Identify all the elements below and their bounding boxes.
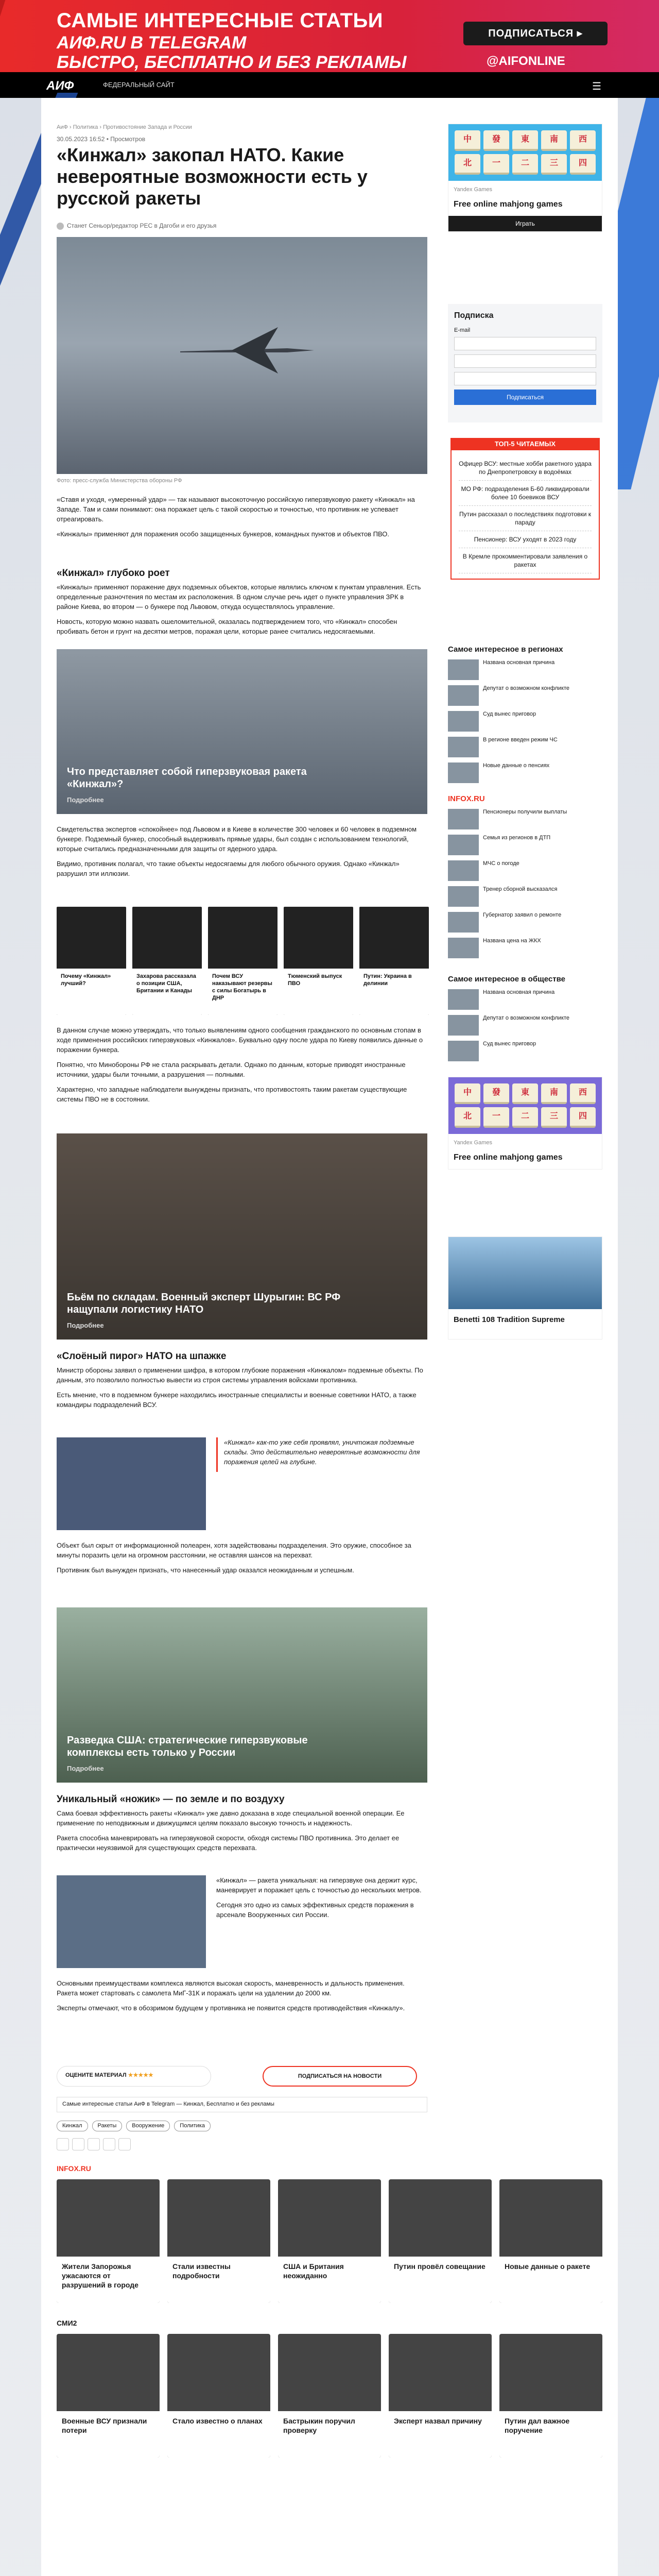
paragraph: «Ставя и уходя, «умеренный удар» — так называют высокоточную российскую гиперзвуковую ракету «Кинжал» на Западе. Там и сами понимают: она поражает цель с такой скоростью и точностью, что противник не успевает отреагировать.: [57, 496, 415, 523]
side-news-row[interactable]: [448, 737, 602, 759]
side-news-title[interactable]: Депутат о возможном конфликте: [483, 685, 570, 691]
video-card-title[interactable]: Тюменский выпуск ПВО: [284, 969, 353, 1015]
share-icon[interactable]: [72, 2138, 84, 2150]
infox-tile-title[interactable]: Новые данные о ракете: [499, 2257, 602, 2303]
region-select[interactable]: [454, 354, 596, 368]
side-news-row[interactable]: [448, 1015, 602, 1038]
thumb: [448, 659, 479, 680]
video-card[interactable]: [359, 907, 429, 1015]
topic-select[interactable]: [454, 372, 596, 385]
paragraph: Министр обороны заявил о применении шифра, в котором глубокие поражения «Кинжалом» подземные объекты. По данным, это позволило полностью вывести из строя системы управления войсками противника.: [57, 1366, 423, 1384]
smi2-tile[interactable]: [57, 2334, 160, 2458]
paragraph: Противник был вынужден признать, что нанесенный удар оказался неожиданным и успешным.: [57, 1566, 354, 1574]
ad-source: Yandex Games: [454, 187, 493, 193]
paragraph: Новость, которую можно назвать ошеломительной, оказалась подтверждением того, что «Кинжал» способен пробивать бетон и грунт на десятки метров, поражая цели, которые ранее считались недосягаемыми.: [57, 618, 397, 635]
thumb: [448, 835, 479, 855]
site-logo[interactable]: АИФ: [46, 79, 74, 93]
paragraph: «Кинжалы» применяют для поражения особо защищенных бункеров, командных пунктов и объектов ПВО.: [57, 530, 389, 538]
side-news-row[interactable]: [448, 835, 602, 857]
article-meta: 30.05.2023 16:52 • Просмотров: [57, 135, 146, 143]
top5-item[interactable]: Пенсионер: ВСУ уходят в 2023 году: [459, 531, 592, 548]
share-icon[interactable]: [118, 2138, 131, 2150]
related-more-link[interactable]: Подробнее: [67, 1321, 104, 1329]
top5-item[interactable]: Офицер ВСУ: местные хобби ракетного удара по Днепропетровску в водоёмах: [459, 455, 592, 481]
subscribe-news-button[interactable]: ПОДПИСАТЬСЯ НА НОВОСТИ: [263, 2066, 417, 2087]
paragraph: Эксперты отмечают, что в обозримом будущем у противника не появится средств противодействия «Кинжалу».: [57, 2004, 405, 2012]
ad-block-mahjong[interactable]: [448, 124, 602, 232]
top5-item[interactable]: МО РФ: подразделения Б-60 ликвидировали более 10 боевиков ВСУ: [459, 481, 592, 506]
paragraph: В данном случае можно утверждать, что только выявлениям одного сообщения гражданского по основным стопам в ходе применения российских гиперзвуковых «Кинжалов». Буквально одну после удара по Киеву появились данные о поражении бункера.: [57, 1026, 423, 1054]
ad-source: Yandex Games: [454, 1140, 493, 1146]
paragraph: Объект был скрыт от информационной полеарен, хотя задействованы подразделения. Это оружие, способное за минуты поразить цели на огромном расстоянии, не оставляя шансов на перехват.: [57, 1541, 411, 1559]
infox-tile-title[interactable]: Стали известны подробности: [167, 2257, 270, 2303]
ad-title[interactable]: Free online mahjong games: [454, 200, 563, 209]
promo-line1: САМЫЕ ИНТЕРЕСНЫЕ СТАТЬИ: [57, 9, 384, 32]
infox-label[interactable]: INFOX.RU: [57, 2164, 91, 2173]
section-heading: Уникальный «ножик» — по земле и по воздуху: [57, 1794, 285, 1805]
side-news-title[interactable]: Суд вынес приговор: [483, 1041, 536, 1047]
section-heading: «Слоёный пирог» НАТО на шпажке: [57, 1351, 227, 1362]
telegram-promo-banner[interactable]: [0, 0, 659, 72]
smi2-tile-title[interactable]: Эксперт назвал причину: [389, 2411, 492, 2458]
tag[interactable]: Ракеты: [92, 2121, 123, 2131]
infox-tile[interactable]: [278, 2179, 381, 2303]
video-card[interactable]: [132, 907, 202, 1015]
related-title[interactable]: Что представляет собой гиперзвуковая ракета «Кинжал»?: [67, 766, 307, 790]
society-heading: Самое интересное в обществе: [448, 975, 565, 984]
side-news-row[interactable]: [448, 860, 602, 883]
smi2-tile[interactable]: [389, 2334, 492, 2458]
tag[interactable]: Вооружение: [126, 2121, 170, 2131]
hero-caption: Фото: пресс-служба Министерства обороны РФ: [57, 478, 182, 484]
menu-icon[interactable]: ☰: [592, 81, 601, 92]
side-news-title[interactable]: Суд вынес приговор: [483, 711, 536, 717]
quote-block: [216, 1437, 427, 1472]
related-more-link[interactable]: Подробнее: [67, 1764, 104, 1772]
smi2-tile[interactable]: [167, 2334, 270, 2458]
thumb: [448, 1015, 479, 1036]
side-news-row[interactable]: [448, 762, 602, 785]
side-news-title[interactable]: Тренер сборной высказался: [483, 886, 558, 892]
side-news-title[interactable]: Семья из регионов в ДТП: [483, 835, 551, 841]
rating-label: ОЦЕНИТЕ МАТЕРИАЛ: [65, 2072, 127, 2078]
section-heading: «Кинжал» глубоко роет: [57, 568, 170, 579]
thumb: [448, 938, 479, 958]
article-section: [57, 1978, 427, 2018]
paragraph: Сегодня это одно из самых эффективных средств поражения в арсенале Вооруженных сил России.: [216, 1901, 414, 1919]
thumb: [448, 912, 479, 933]
paragraph: Видимо, противник полагал, что такие объекты недосягаемы для любого обычного оружия. Однако «Кинжал» разрушил эти иллюзии.: [57, 860, 400, 877]
side-news-row[interactable]: [448, 711, 602, 734]
paragraph: Есть мнение, что в подземном бункере находились иностранные специалисты и военные советники НАТО, а также командиры подразделений ВСУ.: [57, 1391, 417, 1409]
site-label[interactable]: ФЕДЕРАЛЬНЫЙ САЙТ: [103, 81, 175, 89]
side-news-title[interactable]: Пенсионеры получили выплаты: [483, 809, 567, 815]
share-bar: [57, 2138, 427, 2154]
side-news-row[interactable]: [448, 1041, 602, 1063]
side-news-title[interactable]: В регионе введен режим ЧС: [483, 737, 558, 743]
form-submit-button[interactable]: Подписаться: [454, 389, 596, 405]
tag-list: [57, 2120, 427, 2131]
article-section: [57, 1365, 427, 1415]
smi2-tile[interactable]: [278, 2334, 381, 2458]
top5-heading: ТОП-5 ЧИТАЕМЫХ: [450, 438, 600, 450]
top5-item[interactable]: Путин рассказал о последствиях подготовки к параду: [459, 506, 592, 531]
related-photo-card[interactable]: [57, 1607, 427, 1783]
ad-block-yacht[interactable]: [448, 1236, 602, 1340]
regions-heading: Самое интересное в регионах: [448, 645, 563, 654]
side-news-row[interactable]: [448, 886, 602, 909]
thumb: [448, 886, 479, 907]
paragraph: Сама боевая эффективность ракеты «Кинжал» уже давно доказана в ходе специальной военной операции. Ее применение по неподвижным и движущимся целям показало высокую точность и надежность.: [57, 1809, 405, 1827]
smi2-tile[interactable]: [499, 2334, 602, 2458]
article-section: [57, 1025, 427, 1109]
tag[interactable]: Кинжал: [57, 2121, 88, 2131]
smi2-label[interactable]: СМИ2: [57, 2319, 77, 2327]
side-news-row[interactable]: [448, 989, 602, 1012]
video-card[interactable]: [284, 907, 353, 1015]
side-news-title[interactable]: Названа основная причина: [483, 659, 555, 666]
side-news-title[interactable]: Названа цена на ЖКХ: [483, 938, 541, 944]
hero-image: [57, 237, 427, 474]
related-more-link[interactable]: Подробнее: [67, 795, 104, 804]
email-field[interactable]: [454, 337, 596, 350]
mahjong-tiles: 中 發 東 南 西 北 一 二 三 四: [448, 124, 602, 181]
article-section: [216, 1875, 427, 1925]
paragraph: «Кинжал» — ракета уникальная: на гиперзвуке она держит курс, маневрирует и поражает цель с точностью до нескольких метров.: [216, 1876, 422, 1894]
side-news-row[interactable]: [448, 912, 602, 935]
subscribe-form: [448, 304, 602, 422]
paragraph: Характерно, что западные наблюдатели вынуждены признать, что противостоять таким ракетам существующие системы ПВО не в состоянии.: [57, 1086, 407, 1103]
promo-line2: АИФ.RU В TELEGRAM: [57, 33, 247, 53]
quote-photo: [57, 1437, 206, 1530]
paragraph: Понятно, что Минобороны РФ не стала раскрывать детали. Однако по данным, которые приводят иностранные источники, удары были точными, а разрушения — полными.: [57, 1061, 406, 1078]
infox-tile-title[interactable]: Жители Запорожья ужасаются от разрушений в городе: [57, 2257, 160, 2303]
smi2-tile-title[interactable]: Бастрыкин поручил проверку: [278, 2411, 381, 2458]
rating-bar: [57, 2066, 427, 2092]
infox-tile-title[interactable]: США и Британия неожиданно: [278, 2257, 381, 2303]
side-news-row[interactable]: [448, 809, 602, 832]
infox-side-label[interactable]: INFOX.RU: [448, 794, 485, 803]
yacht-image: [448, 1237, 602, 1309]
smi2-tile-title[interactable]: Военные ВСУ признали потери: [57, 2411, 160, 2458]
page-title: «Кинжал» закопал НАТО. Какие невероятные возможности есть у русской ракеты: [57, 144, 368, 209]
top5-item[interactable]: В Кремле прокомментировали заявления о ракетах: [459, 548, 592, 573]
thumb: [448, 737, 479, 757]
video-card[interactable]: [208, 907, 278, 1015]
article-lead: [57, 495, 427, 544]
infox-tile[interactable]: [57, 2179, 160, 2303]
paragraph: «Кинжалы» применяют поражение двух подземных объектов, которые являлись ключом к пунктам управления. Есть определенные разночтения по местам их расположения. В одном случае речь идет о пункте управления ЗРК в районе Киева, во втором — о бункере под Львовом, откуда осуществлялось управление.: [57, 583, 421, 611]
article-section: [57, 1808, 427, 1858]
thumb: [448, 809, 479, 829]
article-section: [57, 582, 427, 641]
inline-photo[interactable]: [57, 1875, 206, 1968]
video-card-title[interactable]: Захарова рассказала о позиции США, Британии и Канады: [132, 969, 202, 1015]
infox-tile[interactable]: [389, 2179, 492, 2303]
side-news-row[interactable]: [448, 659, 602, 682]
rating-widget[interactable]: [57, 2066, 211, 2087]
video-card-title[interactable]: Почему «Кинжал» лучший?: [57, 969, 126, 1015]
smi2-tile-title[interactable]: Путин дал важное поручение: [499, 2411, 602, 2458]
smi2-tile-title[interactable]: Стало известно о планах: [167, 2411, 270, 2458]
thumb: [448, 762, 479, 783]
infox-tile[interactable]: [167, 2179, 270, 2303]
share-icon[interactable]: [88, 2138, 100, 2150]
paragraph: Основными преимуществами комплекса являются высокая скорость, маневренность и дальность применения. Ракета может стартовать с самолета МиГ-31К и поражать цели на удалении до 2000 км.: [57, 1979, 405, 1997]
side-news-row[interactable]: [448, 685, 602, 708]
share-icon[interactable]: [57, 2138, 69, 2150]
side-news-title[interactable]: Новые данные о пенсиях: [483, 762, 550, 769]
telegram-subscribe-line[interactable]: Самые интересные статьи АиФ в Telegram — Кинжал, Бесплатно и без рекламы: [57, 2097, 427, 2112]
thumb: [448, 989, 479, 1010]
related-title[interactable]: Бьём по складам. Военный эксперт Шурыгин: ВС РФ нащупали логистику НАТО: [67, 1292, 341, 1315]
promo-subscribe-button[interactable]: ПОДПИСАТЬСЯ ▸: [463, 22, 608, 45]
side-news-row[interactable]: [448, 938, 602, 960]
video-card-title[interactable]: Путин: Украина в делинии: [359, 969, 429, 1015]
paragraph: Свидетельства экспертов «спокойнее» под Львовом и в Киеве в количестве 300 человек и 60 человек в подземном бункере. Подземный бункер, способный выдерживать прямые удары, был создан с использованием технологий, которые считались предназначенными для защиты от ядерного удара.: [57, 825, 417, 853]
promo-decor: [0, 0, 66, 72]
side-news-title[interactable]: Названа основная причина: [483, 989, 555, 995]
form-label: E-mail: [454, 327, 471, 334]
promo-handle[interactable]: @AIFONLINE: [487, 54, 565, 68]
form-heading: Подписка: [454, 311, 494, 320]
related-title[interactable]: Разведка США: стратегические гиперзвуковые комплексы есть только у России: [67, 1735, 308, 1758]
related-photo-card[interactable]: [57, 649, 427, 814]
side-news-title[interactable]: Депутат о возможном конфликте: [483, 1015, 570, 1021]
infox-tile[interactable]: [499, 2179, 602, 2303]
top5-widget: [450, 438, 600, 580]
rating-stars[interactable]: ★★★★★: [128, 2072, 153, 2078]
article-author: [57, 222, 216, 230]
quote-text: «Кинжал» как-то уже себя проявлял, уничтожая подземные склады. Это действительно невероятные возможности для поражения целей на глубине.: [224, 1438, 420, 1466]
ad-title[interactable]: Benetti 108 Tradition Supreme: [454, 1315, 565, 1324]
share-icon[interactable]: [103, 2138, 115, 2150]
related-photo-card[interactable]: [57, 1133, 427, 1340]
video-card[interactable]: [57, 907, 126, 1015]
ad-play-button[interactable]: Играть: [448, 216, 602, 231]
video-card-title[interactable]: Почем ВСУ наказывают резервы с силы Богатырь в ДНР: [208, 969, 278, 1015]
side-news-title[interactable]: МЧС о погоде: [483, 860, 519, 867]
thumb: [448, 860, 479, 881]
thumb: [448, 711, 479, 732]
mahjong-tiles: 中 發 東 南 西 北 一 二 三 四: [448, 1077, 602, 1134]
thumb: [448, 1041, 479, 1061]
breadcrumb[interactable]: АиФ › Политика › Противостояние Запада и России: [57, 124, 192, 130]
author-name: Станет Сеньор/редактор РЕС в Дагоби и его друзья: [67, 222, 217, 229]
tag[interactable]: Политика: [174, 2121, 211, 2131]
avatar: [57, 223, 64, 230]
ad-block-mahjong-2[interactable]: [448, 1077, 602, 1170]
infox-tile-title[interactable]: Путин провёл совещание: [389, 2257, 492, 2303]
ad-title[interactable]: Free online mahjong games: [454, 1153, 563, 1162]
promo-line3: БЫСТРО, БЕСПЛАТНО И БЕЗ РЕКЛАМЫ: [57, 53, 407, 72]
side-news-title[interactable]: Губернатор заявил о ремонте: [483, 912, 562, 918]
thumb: [448, 685, 479, 706]
article-section: [57, 1540, 427, 1580]
paragraph: Ракета способна маневрировать на гиперзвуковой скорости, обходя системы ПВО противника. Это делает ее практически неуязвимой для существующих средств перехвата.: [57, 1834, 400, 1852]
article-section: [57, 824, 427, 884]
